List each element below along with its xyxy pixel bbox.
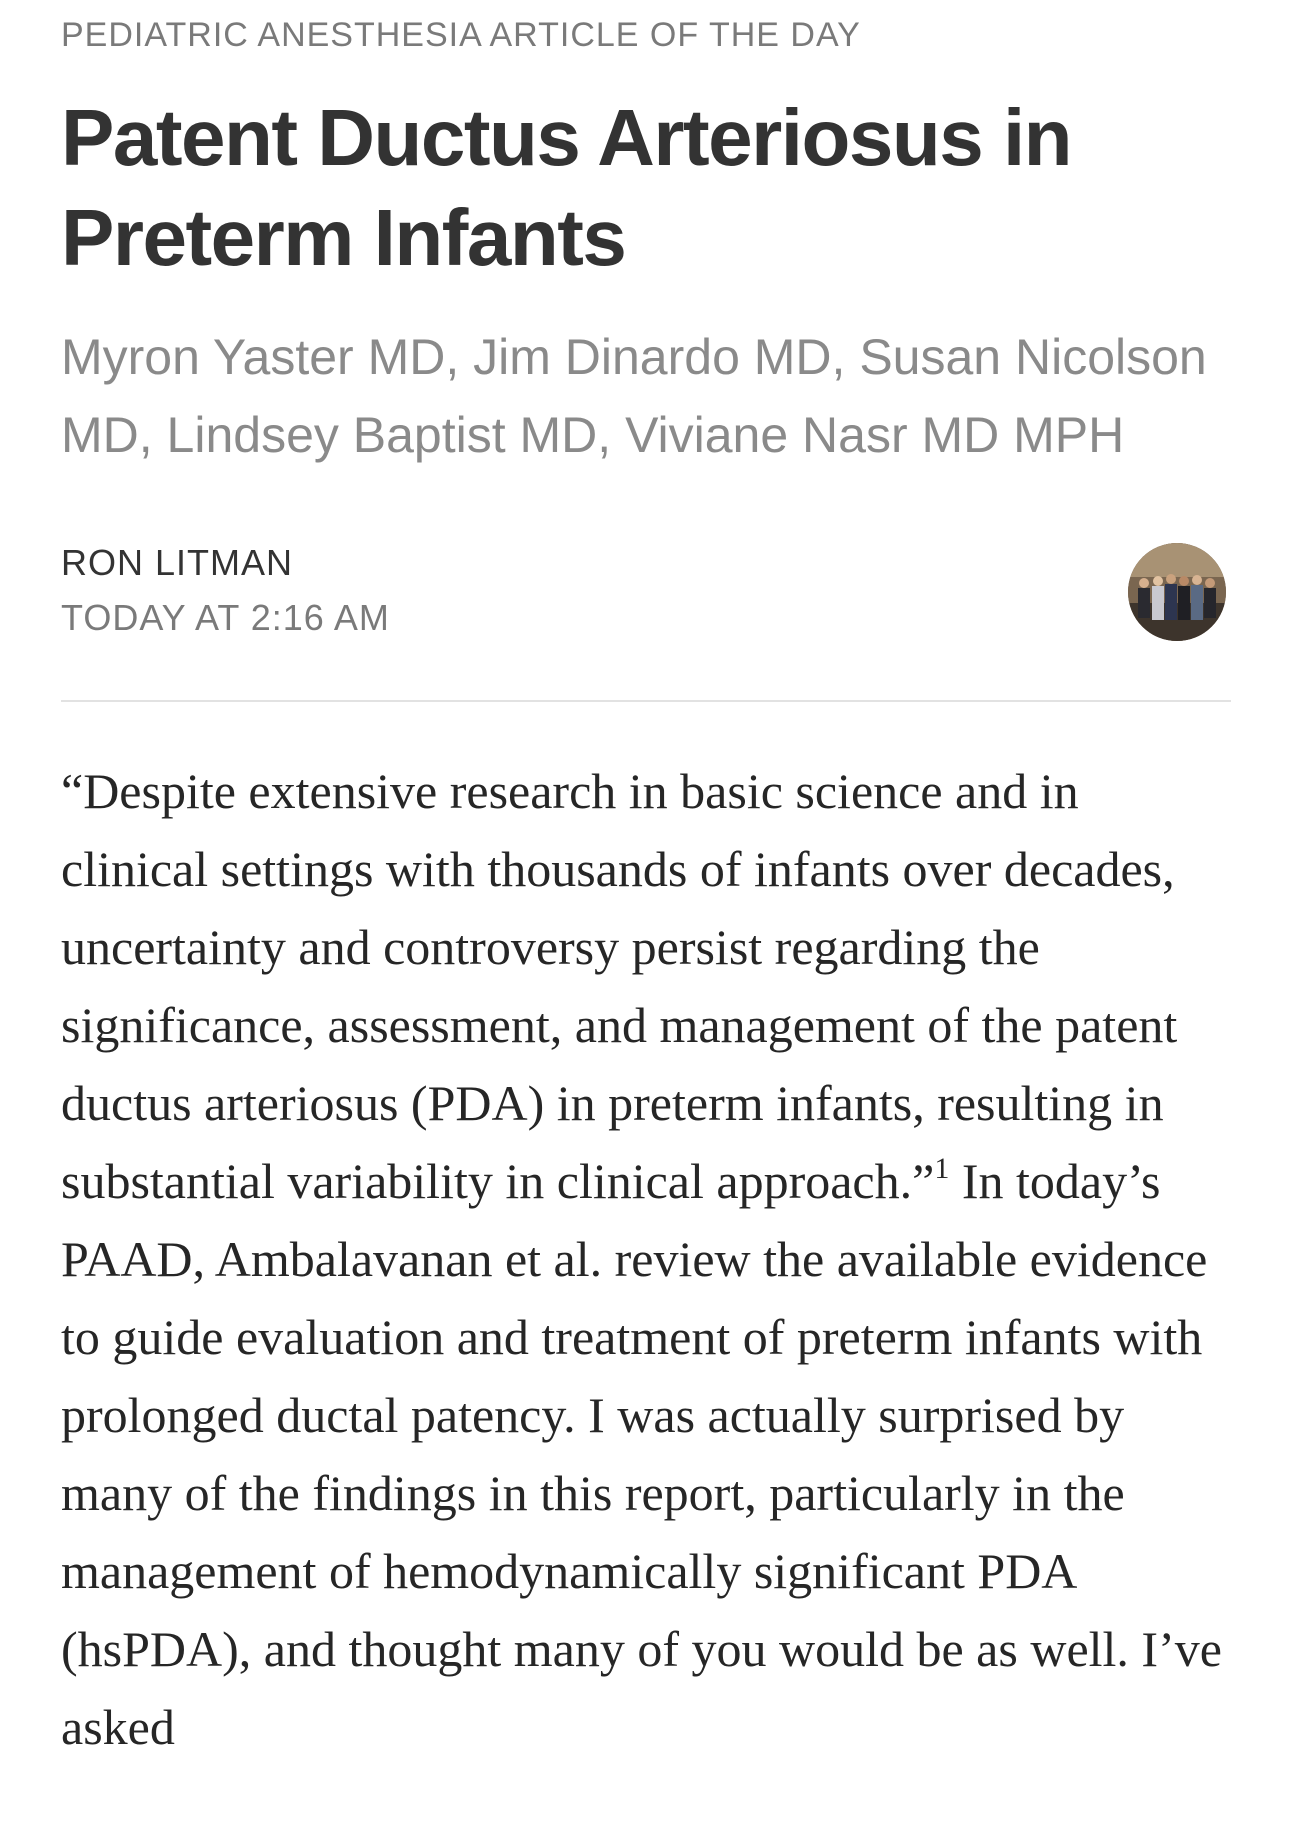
- article-body-paragraph: [61, 752, 1236, 1766]
- header-divider: [61, 700, 1231, 702]
- author-avatar[interactable]: [1128, 543, 1226, 641]
- article-authors: Myron Yaster MD, Jim Dinardo MD, Susan Nicolson MD, Lindsey Baptist MD, Viviane Nasr MD MPH: [61, 329, 1207, 463]
- reference-superscript[interactable]: 1: [934, 1152, 950, 1185]
- group-photo-icon: [1128, 543, 1226, 641]
- article-intro-quote: “Despite extensive research in basic science and in clinical settings with thousands of infants over decades, uncertainty and controversy persist regarding the significance, assessment, and management of the patent ductus arteriosus (PDA) in preterm infants, resulting in substantial variability in clinical approach.”: [61, 763, 1178, 1209]
- byline-timestamp: TODAY AT 2:16 AM: [61, 597, 390, 638]
- byline-author-name[interactable]: RON LITMAN: [61, 542, 294, 583]
- article-title: Patent Ductus Arteriosus in Preterm Infants: [61, 93, 1072, 282]
- article-continuation: In today’s PAAD, Ambalavanan et al. review the available evidence to guide evaluation and treatment of preterm infants with prolonged ductal patency. I was actually surprised by many of the findings in this report, particularly in the management of hemodynamically significant PDA (hsPDA), and thought many of you would be as well. I’ve asked: [61, 1153, 1222, 1755]
- publication-kicker[interactable]: PEDIATRIC ANESTHESIA ARTICLE OF THE DAY: [61, 16, 861, 54]
